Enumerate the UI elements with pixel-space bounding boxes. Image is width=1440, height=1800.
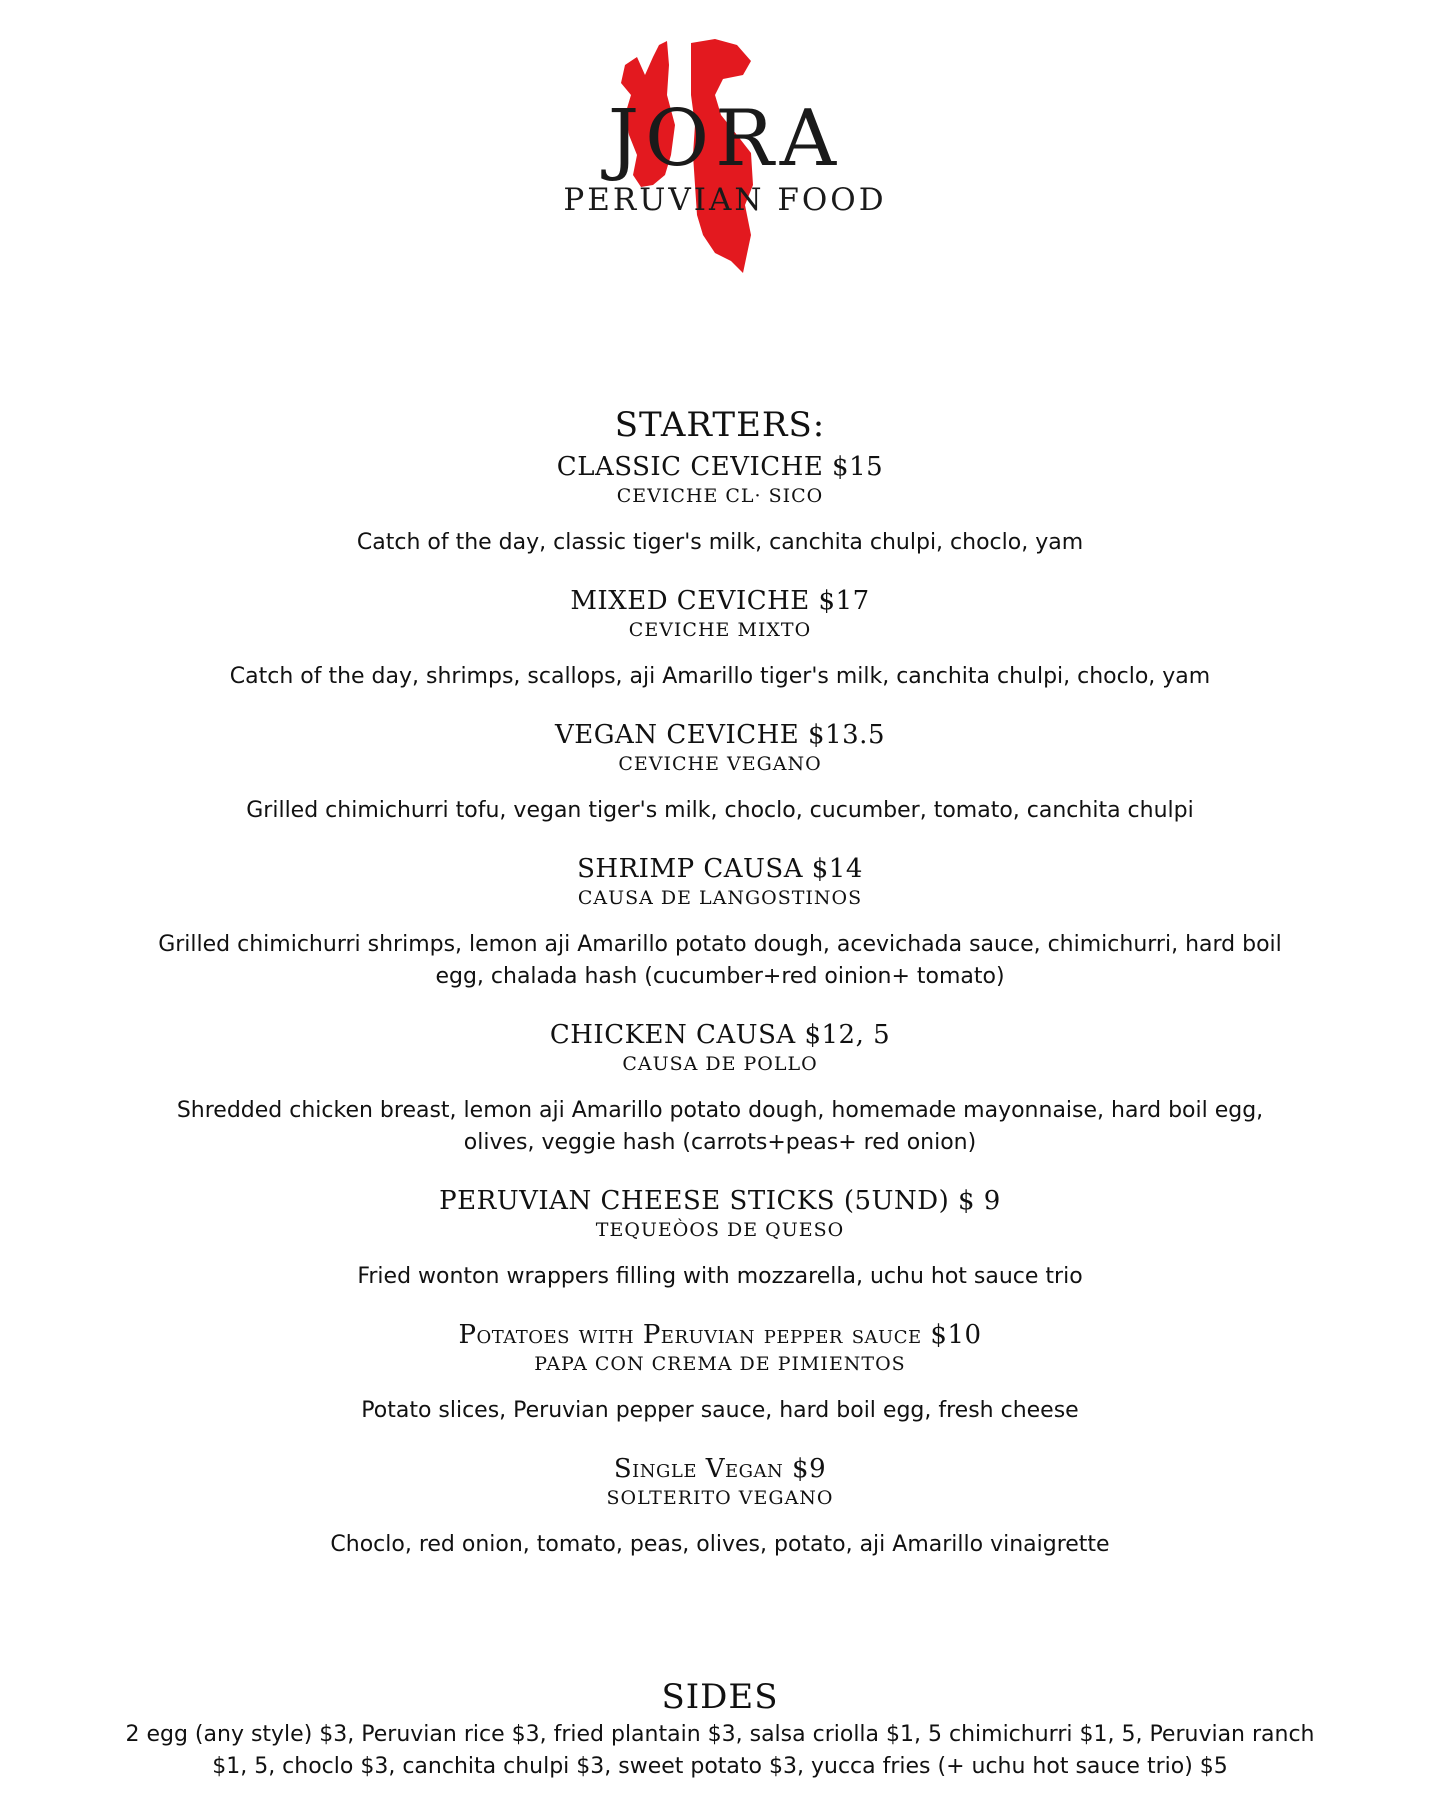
item-subtitle: CEVICHE MIXTO [628,619,812,641]
item-subtitle: PAPA CON CREMA DE PIMIENTOS [534,1353,906,1375]
item-name: VEGAN CEVICHE $13.5 [555,720,885,750]
sides-section [0,1677,1440,1783]
sides-title: SIDES [661,1677,779,1717]
item-subtitle: CAUSA DE LANGOSTINOS [577,887,863,909]
item-description: Fried wonton wrappers filling with mozzarella, uchu hot sauce trio [357,1264,1083,1289]
item-name: Potatoes with Peruvian pepper sauce $10 [458,1320,982,1350]
item-description: Catch of the day, classic tiger's milk, canchita chulpi, choclo, yam [356,530,1084,555]
item-name: MIXED CEVICHE $17 [570,586,870,616]
item-name: PERUVIAN CHEESE STICKS (5UND) $ 9 [439,1186,1001,1216]
sides-list: 2 egg (any style) $3, Peruvian rice $3, fried plantain $3, salsa criolla $1, 5 chimichurri $1, 5, Peruvian ranch $1, 5, choclo $3, canchita chulpi $3, sweet potato $3, yucca fries (+ uchu hot sauce trio) $5 [125,1722,1315,1779]
item-name: CLASSIC CEVICHE $15 [556,452,884,482]
item-description: Grilled chimichurri shrimps, lemon aji Amarillo potato dough, acevichada sauce, chimichurri, hard boil egg, chalada hash (cucumber+red oinion+ tomato) [158,932,1282,989]
starters-title: STARTERS: [614,405,826,445]
item-subtitle: CEVICHE VEGANO [618,753,822,775]
item-subtitle: TEQUEÒOS DE QUESO [595,1219,845,1241]
item-subtitle: SOLTERITO VEGANO [606,1487,834,1509]
menu-item [0,451,1440,559]
item-subtitle: CEVICHE CL· SICO [616,485,824,507]
item-description: Choclo, red onion, tomato, peas, olives, potato, aji Amarillo vinaigrette [330,1532,1110,1557]
menu-item [0,719,1440,827]
item-description: Shredded chicken breast, lemon aji Amarillo potato dough, homemade mayonnaise, hard boil egg, olives, veggie hash (carrots+peas+ red onion) [176,1098,1264,1155]
menu-item [0,585,1440,693]
logo-brand-text: JORA [607,94,843,184]
item-name: SHRIMP CAUSA $14 [577,854,863,884]
item-description: Catch of the day, shrimps, scallops, aji Amarillo tiger's milk, canchita chulpi, choclo, yam [229,664,1211,689]
menu-item [0,1185,1440,1293]
item-name: Single Vegan $9 [613,1454,827,1484]
logo-tagline-text: PERUVIAN FOOD [563,182,887,218]
restaurant-logo [555,35,895,275]
menu-item [0,1453,1440,1561]
item-name: CHICKEN CAUSA $12, 5 [549,1020,891,1050]
item-subtitle: CAUSA DE POLLO [622,1053,818,1075]
item-description: Potato slices, Peruvian pepper sauce, hard boil egg, fresh cheese [361,1398,1079,1423]
starters-section [0,405,1440,1587]
item-description: Grilled chimichurri tofu, vegan tiger's milk, choclo, cucumber, tomato, canchita chulpi [246,798,1194,823]
menu-item [0,1319,1440,1427]
menu-item [0,1019,1440,1159]
menu-item [0,853,1440,993]
